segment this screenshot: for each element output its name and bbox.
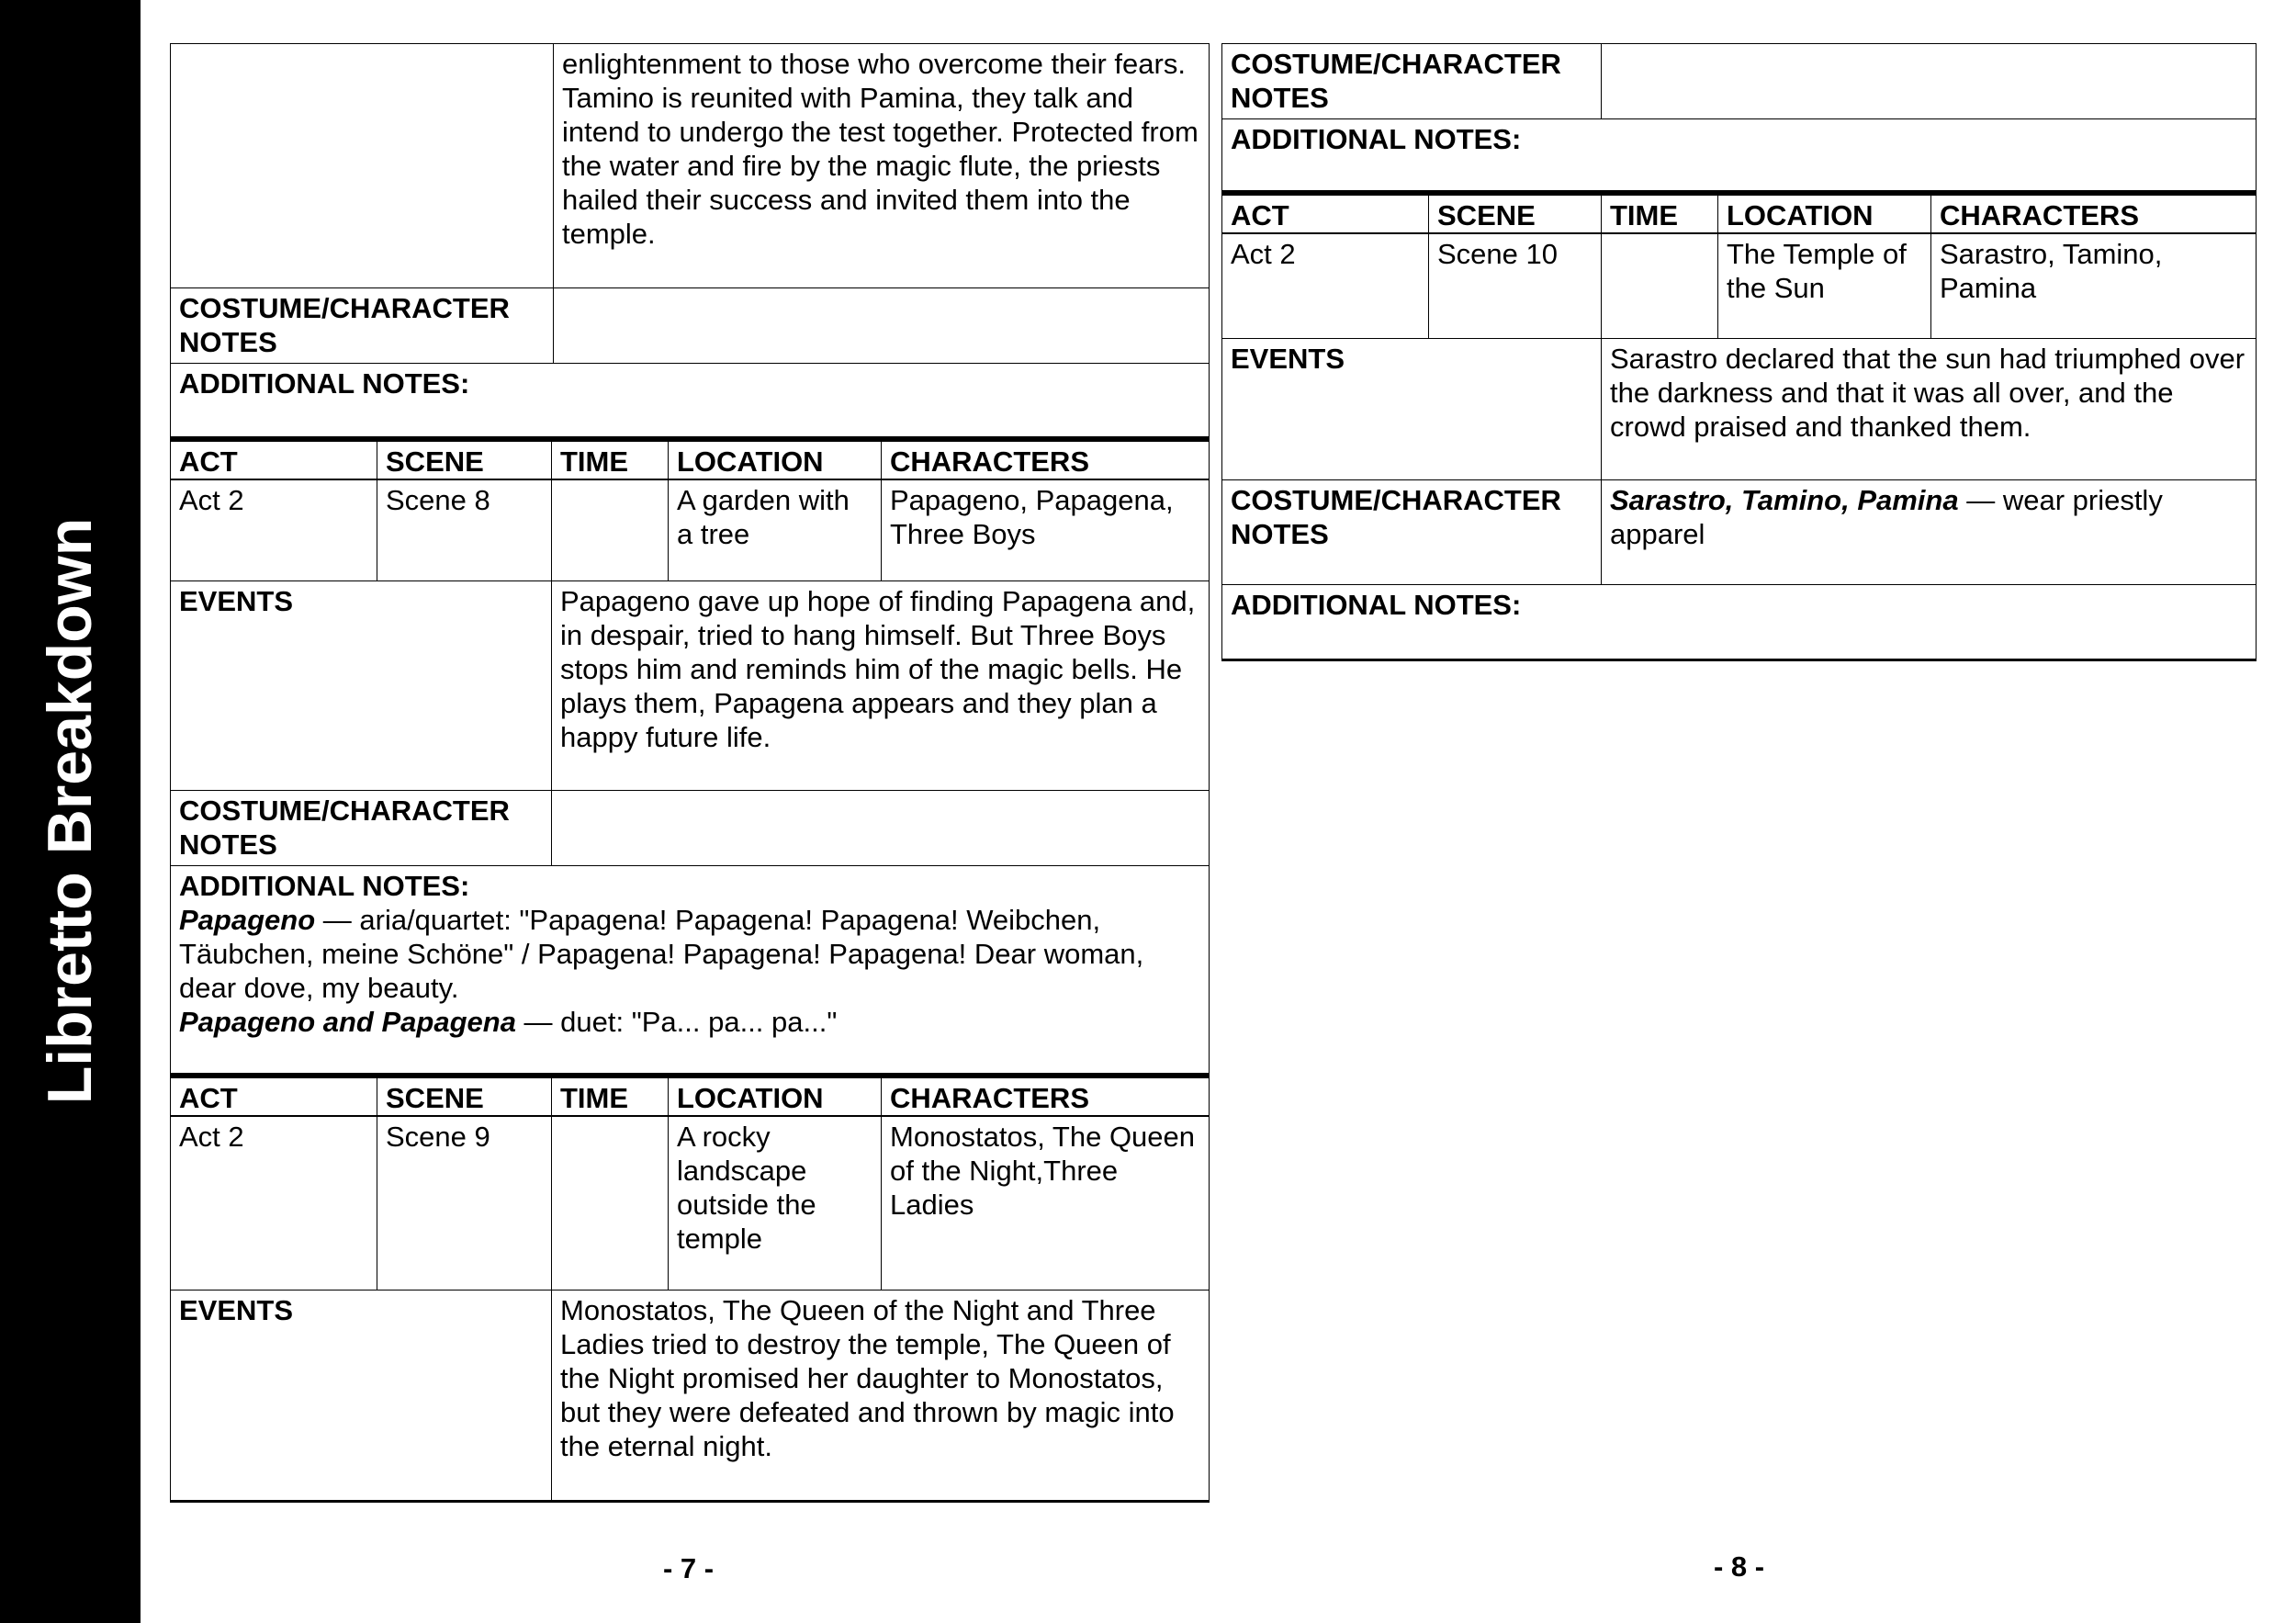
note-singer: Papageno and Papagena [179, 1005, 516, 1038]
additional-notes-cell [171, 865, 1210, 1073]
table-row [171, 479, 1210, 580]
events-text: Papageno gave up hope of finding Papagena and, in despair, tried to hang himself. But Three Boys stops him and reminds him of the magic bells. He plays them, Papagena appears and they plan a happy future life. [552, 580, 1210, 790]
table-header-row [171, 440, 1210, 480]
costume-notes-label: COSTUME/CHARACTER NOTES [1222, 44, 1602, 119]
note-text: — duet: "Pa... pa... pa..." [515, 1005, 838, 1038]
scene-9-table [170, 1074, 1210, 1504]
costume-notes-value [554, 288, 1210, 364]
page-number: - 8 - [1714, 1550, 1765, 1583]
scene-cell: Scene 9 [377, 1116, 552, 1291]
scene-8-table [170, 437, 1210, 1074]
note-line [179, 904, 1143, 1004]
table-row [1222, 233, 2257, 338]
characters-cell: Monostatos, The Queen of the Night,Three Ladies [882, 1116, 1210, 1291]
costume-notes-label: COSTUME/CHARACTER NOTES [171, 790, 552, 865]
note-singer: Papageno [179, 903, 316, 936]
sidebar [0, 0, 141, 1623]
events-label: EVENTS [1222, 338, 1602, 479]
col-time-header: TIME [1602, 194, 1718, 234]
col-characters-header: CHARACTERS [882, 1076, 1210, 1116]
additional-notes-label: ADDITIONAL NOTES: [1222, 584, 2257, 659]
col-scene-header: SCENE [377, 1076, 552, 1116]
col-scene-header: SCENE [1429, 194, 1602, 234]
continued-events-text: enlightenment to those who overcome their fears. Tamino is reunited with Pamina, they talk and intend to undergo the test together. Protected from the water and fire by the magic flute, the priests hailed their success and invited them into the temple. [554, 44, 1210, 288]
col-time-header: TIME [552, 1076, 669, 1116]
col-location-header: LOCATION [1718, 194, 1931, 234]
col-characters-header: CHARACTERS [882, 440, 1210, 480]
events-text: Sarastro declared that the sun had triumphed over the darkness and that it was all over, and the crowd praised and thanked them. [1602, 338, 2257, 479]
page-number: - 7 - [663, 1552, 715, 1584]
act-cell: Act 2 [171, 1116, 377, 1291]
additional-notes-label: ADDITIONAL NOTES: [1222, 119, 2257, 191]
costume-characters: Sarastro, Tamino, Pamina [1610, 483, 1959, 516]
table-row [171, 1116, 1210, 1291]
events-label: EVENTS [171, 1291, 552, 1502]
costume-notes-value [1602, 479, 2257, 584]
continued-scene-table [170, 43, 1210, 437]
costume-notes-value [552, 790, 1210, 865]
table-header-row [1222, 194, 2257, 234]
col-act-header: ACT [1222, 194, 1429, 234]
location-cell: A garden with a tree [669, 479, 882, 580]
col-act-header: ACT [171, 440, 377, 480]
note-line [179, 1006, 837, 1038]
scene-cell: Scene 8 [377, 479, 552, 580]
costume-notes-label: COSTUME/CHARACTER NOTES [171, 288, 554, 364]
right-page [1221, 43, 2257, 661]
events-text: Monostatos, The Queen of the Night and Three Ladies tried to destroy the temple, The Queen of the Night promised her daughter to Monostatos, but they were defeated and thrown by magic into the eternal night. [552, 1291, 1210, 1502]
events-label: EVENTS [171, 580, 552, 790]
continued-notes-table [1221, 43, 2257, 191]
sidebar-title: Libretto Breakdown [35, 517, 105, 1105]
act-cell: Act 2 [1222, 233, 1429, 338]
costume-notes-label: COSTUME/CHARACTER NOTES [1222, 479, 1602, 584]
col-location-header: LOCATION [669, 1076, 882, 1116]
location-cell: The Temple of the Sun [1718, 233, 1931, 338]
col-time-header: TIME [552, 440, 669, 480]
time-cell [552, 1116, 669, 1291]
characters-cell: Papageno, Papagena, Three Boys [882, 479, 1210, 580]
left-page [170, 43, 1210, 1503]
table-header-row [171, 1076, 1210, 1116]
characters-cell: Sarastro, Tamino, Pamina [1931, 233, 2257, 338]
additional-notes-label: ADDITIONAL NOTES: [179, 869, 470, 902]
col-location-header: LOCATION [669, 440, 882, 480]
act-cell: Act 2 [171, 479, 377, 580]
col-characters-header: CHARACTERS [1931, 194, 2257, 234]
time-cell [1602, 233, 1718, 338]
scene-cell: Scene 10 [1429, 233, 1602, 338]
location-cell: A rocky landscape outside the temple [669, 1116, 882, 1291]
note-text: — aria/quartet: "Papagena! Papagena! Papagena! Weibchen, Täubchen, meine Schöne" / Papagena! Papagena! Papagena! Dear woman, dear dove, my beauty. [179, 903, 1144, 1004]
col-act-header: ACT [171, 1076, 377, 1116]
costume-description: — wear priestly apparel [1610, 483, 2163, 550]
costume-notes-value [1602, 44, 2257, 119]
scene-10-table [1221, 191, 2257, 661]
time-cell [552, 479, 669, 580]
additional-notes-label: ADDITIONAL NOTES: [171, 364, 1210, 437]
col-scene-header: SCENE [377, 440, 552, 480]
